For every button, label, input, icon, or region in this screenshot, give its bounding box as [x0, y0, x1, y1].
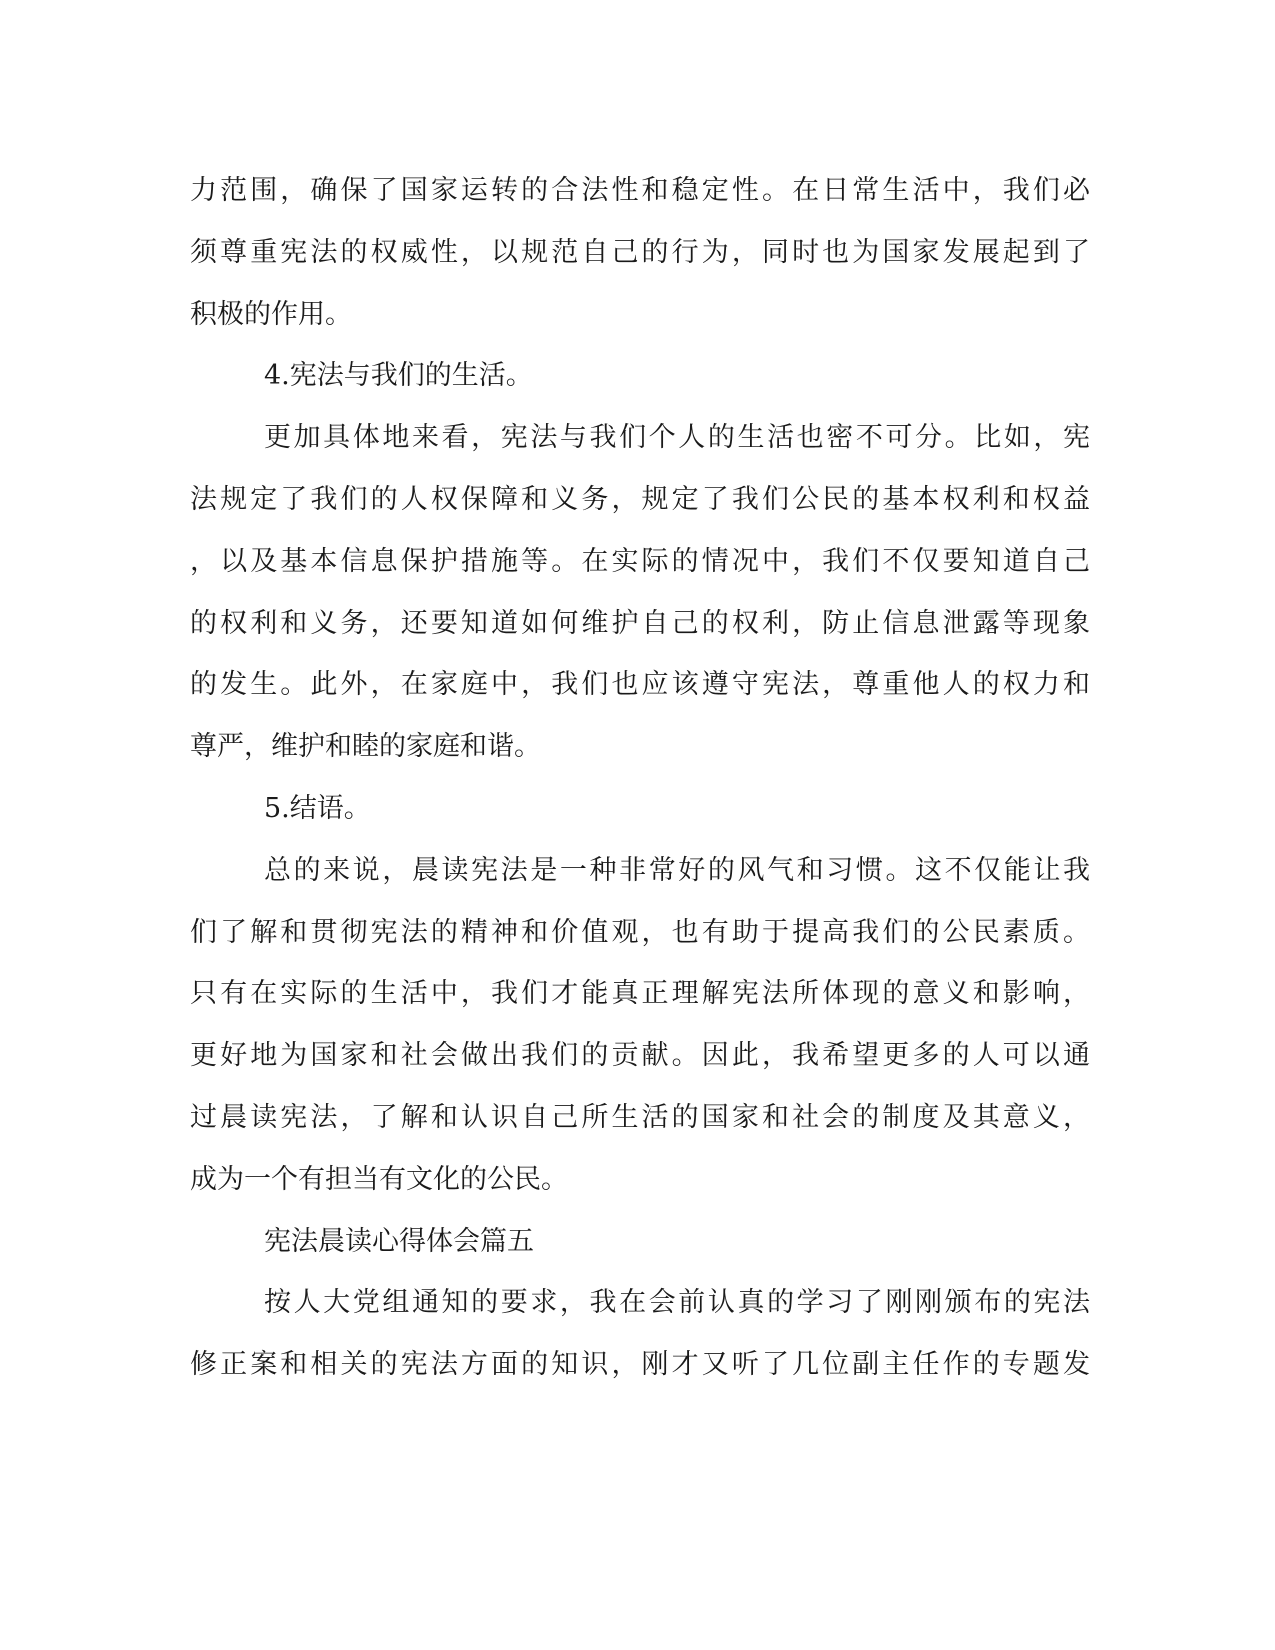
paragraph-line: 的权利和义务，还要知道如何维护自己的权利，防止信息泄露等现象: [190, 607, 1090, 639]
paragraph-line: 积极的作用。: [190, 298, 352, 330]
paragraph-line: 更加具体地来看，宪法与我们个人的生活也密不可分。比如，宪: [264, 422, 1090, 454]
paragraph-line: 尊严，维护和睦的家庭和谐。: [190, 731, 541, 763]
paragraph-line: 法规定了我们的人权保障和义务，规定了我们公民的基本权利和权益: [190, 483, 1090, 515]
section-heading: 4.宪法与我们的生活。: [264, 360, 533, 392]
paragraph-line: 们了解和贯彻宪法的精神和价值观，也有助于提高我们的公民素质。: [190, 916, 1090, 948]
paragraph-line: 的发生。此外，在家庭中，我们也应该遵守宪法，尊重他人的权力和: [190, 669, 1090, 701]
article-heading: 宪法晨读心得体会篇五: [264, 1225, 534, 1257]
paragraph-line: 过晨读宪法，了解和认识自己所生活的国家和社会的制度及其意义，: [190, 1101, 1090, 1133]
paragraph-line: 修正案和相关的宪法方面的知识，刚才又听了几位副主任作的专题发: [190, 1349, 1090, 1381]
paragraph-line: 按人大党组通知的要求，我在会前认真的学习了刚刚颁布的宪法: [264, 1287, 1090, 1319]
paragraph-line: 只有在实际的生活中，我们才能真正理解宪法所体现的意义和影响，: [190, 978, 1090, 1010]
section-heading: 5.结语。: [264, 792, 371, 824]
paragraph-line: 力范围，确保了国家运转的合法性和稳定性。在日常生活中，我们必: [190, 175, 1090, 206]
paragraph-line: ，以及基本信息保护措施等。在实际的情况中，我们不仅要知道自己: [190, 545, 1090, 577]
paragraph-line: 须尊重宪法的权威性，以规范自己的行为，同时也为国家发展起到了: [190, 236, 1090, 268]
paragraph-line: 总的来说，晨读宪法是一种非常好的风气和习惯。这不仅能让我: [264, 854, 1090, 886]
document-body: [190, 160, 1090, 1396]
paragraph-line: 更好地为国家和社会做出我们的贡献。因此，我希望更多的人可以通: [190, 1040, 1090, 1072]
paragraph-line: 成为一个有担当有文化的公民。: [190, 1163, 568, 1195]
